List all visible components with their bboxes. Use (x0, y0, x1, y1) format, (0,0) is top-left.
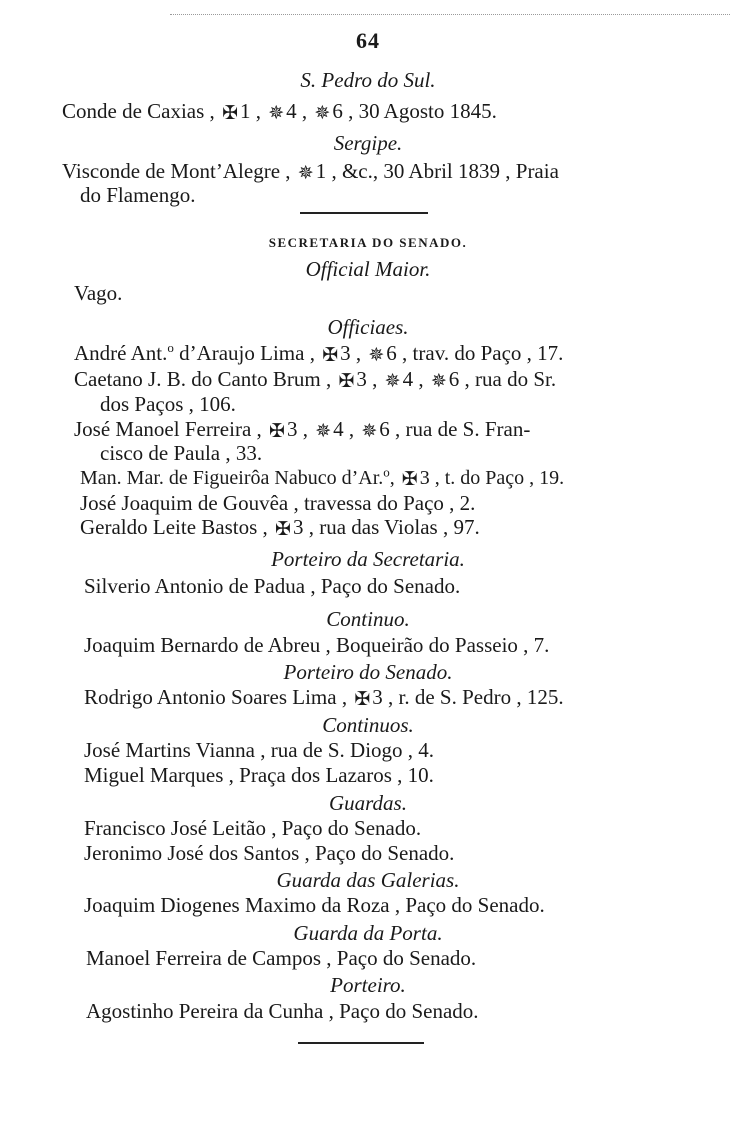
section-title-porteiro-do-senado: Porteiro do Senado. (283, 660, 453, 684)
cross-of-order-icon: ✠ (401, 469, 418, 490)
cross-of-order-icon: ✠ (222, 103, 238, 124)
section-title-s-pedro-do-sul: S. Pedro do Sul. (300, 68, 436, 92)
entry-caetano-canto-brum: Caetano J. B. do Canto Brum , ✠3 , ✵4 , ✵6 , rua do Sr. (74, 366, 556, 394)
section-title-sergipe: Sergipe. (333, 131, 403, 155)
star-of-order-icon: ✵ (314, 103, 331, 124)
entry-continuation: dos Paços , 106. (100, 392, 236, 416)
entry-miguel-marques: Miguel Marques , Praça dos Lazaros , 10. (84, 763, 434, 787)
end-divider (298, 1042, 424, 1044)
entry-agostinho-pereira-da-cunha: Agostinho Pereira da Cunha , Paço do Senado. (86, 999, 479, 1023)
star-of-order-icon: ✵ (368, 345, 385, 366)
entry-rodrigo-antonio-soares-lima: Rodrigo Antonio Soares Lima , ✠3 , r. de S. Pedro , 125. (84, 684, 564, 712)
entry-vago: Vago. (74, 281, 123, 305)
heading-secretaria-do-senado: SECRETARIA DO SENADO. (268, 235, 468, 250)
page-number: 64 (356, 28, 380, 53)
star-of-order-icon: ✵ (384, 371, 401, 392)
entry-francisco-jose-leitao: Francisco José Leitão , Paço do Senado. (84, 816, 422, 840)
section-title-guarda-das-galerias: Guarda das Galerias. (276, 868, 460, 892)
entry-jose-martins-vianna: José Martins Vianna , rua de S. Diogo , 4. (84, 738, 435, 762)
entry-andre-antonio-daraujo-lima: André Ant.$^o$ d’Araujo Lima , ✠3 , ✵6 , trav. do Paço , 17. (74, 340, 563, 368)
section-title-continuo: Continuo. (326, 607, 410, 631)
cross-of-order-icon: ✠ (354, 689, 371, 710)
cross-of-order-icon: ✠ (275, 519, 291, 540)
entry-manoel-figueiroa-nabuco: Man. Mar. de Figueirôa Nabuco d’Ar.$^o$, ✠ 3 , t. do Paço , 19. (80, 465, 564, 492)
entry-joaquim-bernardo-de-abreu: Joaquim Bernardo de Abreu , Boqueirão do Passeio , 7. (84, 633, 550, 657)
entry-continuation: do Flamengo. (80, 183, 196, 207)
entry-jose-joaquim-de-gouvea: José Joaquim de Gouvêa , travessa do Paço , 2. (80, 491, 476, 515)
entry-jeronimo-jose-dos-santos: Jeronimo José dos Santos , Paço do Senado. (84, 841, 455, 865)
entry-jose-manoel-ferreira: José Manoel Ferreira , ✠3 , ✵4 , ✵6 , rua de S. Fran- (74, 416, 530, 444)
cross-of-order-icon: ✠ (322, 345, 339, 366)
star-of-order-icon: ✵ (297, 163, 314, 184)
entry-continuation: cisco de Paula , 33. (100, 441, 263, 465)
cross-of-order-icon: ✠ (338, 371, 355, 392)
top-edge-line (170, 14, 730, 15)
star-of-order-icon: ✵ (268, 103, 285, 124)
section-title-officiaes: Officiaes. (327, 315, 409, 339)
section-title-official-maior: Official Maior. (305, 257, 431, 281)
section-title-guardas: Guardas. (329, 791, 407, 815)
section-title-porteiro-da-secretaria: Porteiro da Secretaria. (271, 547, 465, 571)
cross-of-order-icon: ✠ (269, 421, 285, 442)
entry-visconde-de-montalegre: Visconde de Mont’Alegre , ✵1 , &c., 30 Abril 1839 , Praia (62, 158, 559, 186)
entry-conde-de-caxias: Conde de Caxias , ✠1 , ✵4 , ✵6 , 30 Agosto 1845. (62, 98, 497, 126)
entry-silverio-antonio-de-padua: Silverio Antonio de Padua , Paço do Senado. (84, 574, 461, 598)
section-title-guarda-da-porta: Guarda da Porta. (293, 921, 443, 945)
section-title-porteiro: Porteiro. (330, 973, 406, 997)
section-title-continuos: Continuos. (322, 713, 414, 737)
section-divider (300, 212, 428, 214)
star-of-order-icon: ✵ (315, 421, 332, 442)
star-of-order-icon: ✵ (361, 421, 378, 442)
star-of-order-icon: ✵ (430, 371, 447, 392)
entry-manoel-ferreira-de-campos: Manoel Ferreira de Campos , Paço do Senado. (86, 946, 477, 970)
entry-geraldo-leite-bastos: Geraldo Leite Bastos , ✠3 , rua das Violas , 97. (80, 514, 480, 542)
entry-joaquim-diogenes-maximo-da-roza: Joaquim Diogenes Maximo da Roza , Paço do Senado. (84, 893, 545, 917)
